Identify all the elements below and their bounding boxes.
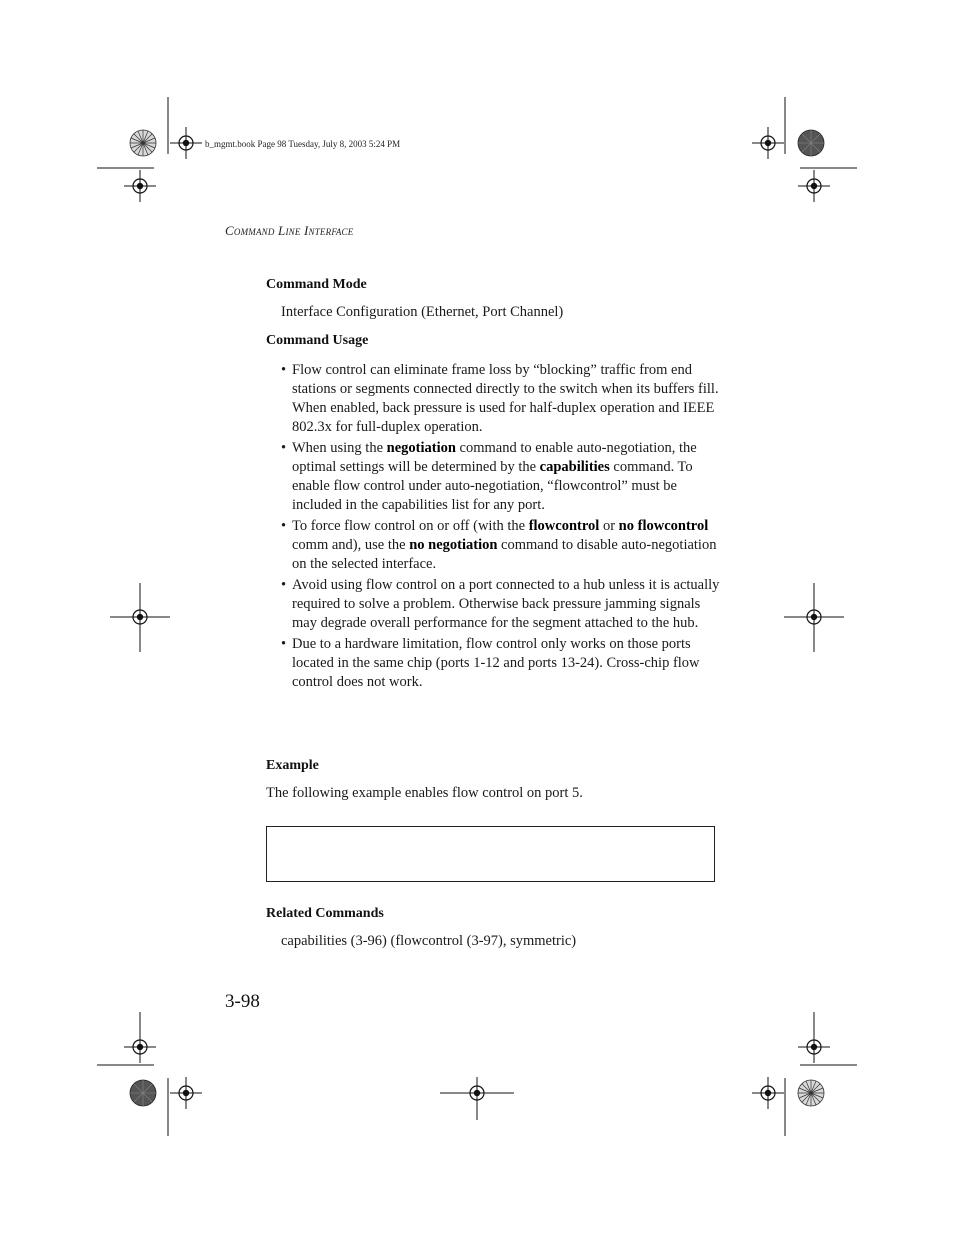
bullet-dot: • [281, 362, 287, 378]
usage-bullet [281, 576, 721, 633]
heading-related-commands: Related Commands [266, 906, 384, 921]
bullet-text: Due to a hardware limitation, flow control only works on those ports located in the same chip (ports 1-12 and ports 13-24). Cross-chip flow control does not work. [292, 636, 700, 690]
running-head: Command Line Interface [225, 223, 354, 238]
command-keyword: no negotiation [409, 537, 498, 553]
bullet-text: To force flow control on or off (with the [292, 518, 529, 534]
bullet-text: Flow control can eliminate frame loss by “blocking” traffic from end stations or segments connected directly to the switch when its buffers fill. When enabled, back pressure is used for half-duplex operation and IEEE 802.3x for full-duplex operation. [292, 362, 719, 435]
command-usage-list [281, 361, 721, 694]
usage-bullet [281, 439, 721, 515]
heading-command-usage: Command Usage [266, 333, 369, 348]
heading-example: Example [266, 758, 319, 773]
example-text: The following example enables flow control on port 5. [266, 785, 583, 801]
related-commands-text: capabilities (3-96) (flowcontrol (3-97), symmetric) [281, 933, 577, 949]
bullet-dot: • [281, 577, 287, 593]
command-keyword: no flowcontrol [618, 518, 709, 534]
command-keyword: flowcontrol [528, 518, 600, 534]
bullet-dot: • [281, 518, 287, 534]
page-number: 3-98 [225, 991, 260, 1012]
usage-bullet [281, 517, 721, 574]
bullet-text: When using the [292, 440, 387, 456]
usage-bullet [281, 635, 721, 692]
command-keyword: capabilities [539, 459, 610, 475]
heading-command-mode: Command Mode [266, 277, 367, 292]
bullet-text: or [599, 518, 619, 534]
command-mode-text: Interface Configuration (Ethernet, Port Channel) [281, 304, 564, 320]
bullet-text: comm and), use the [292, 537, 410, 553]
bullet-text: command to disable auto-negotiation on the selected interface. [292, 537, 717, 572]
book-slug: b_mgmt.book Page 98 Tuesday, July 8, 2003 5:24 PM [205, 139, 401, 149]
command-keyword: negotiation [386, 440, 456, 456]
bullet-text: command to enable auto-negotiation, the optimal settings will be determined by the [292, 440, 697, 475]
example-code-box [266, 826, 715, 882]
bullet-text: Avoid using flow control on a port connected to a hub unless it is actually required to solve a problem. Otherwise back pressure jamming signals may degrade overall performance for the segment attached to the hub. [292, 577, 720, 631]
bullet-dot: • [281, 636, 287, 652]
usage-bullet [281, 361, 721, 437]
bullet-text: command. To enable flow control under auto-negotiation, “flowcontrol” must be included in the capabilities list for any port. [292, 459, 693, 513]
bullet-dot: • [281, 440, 287, 456]
